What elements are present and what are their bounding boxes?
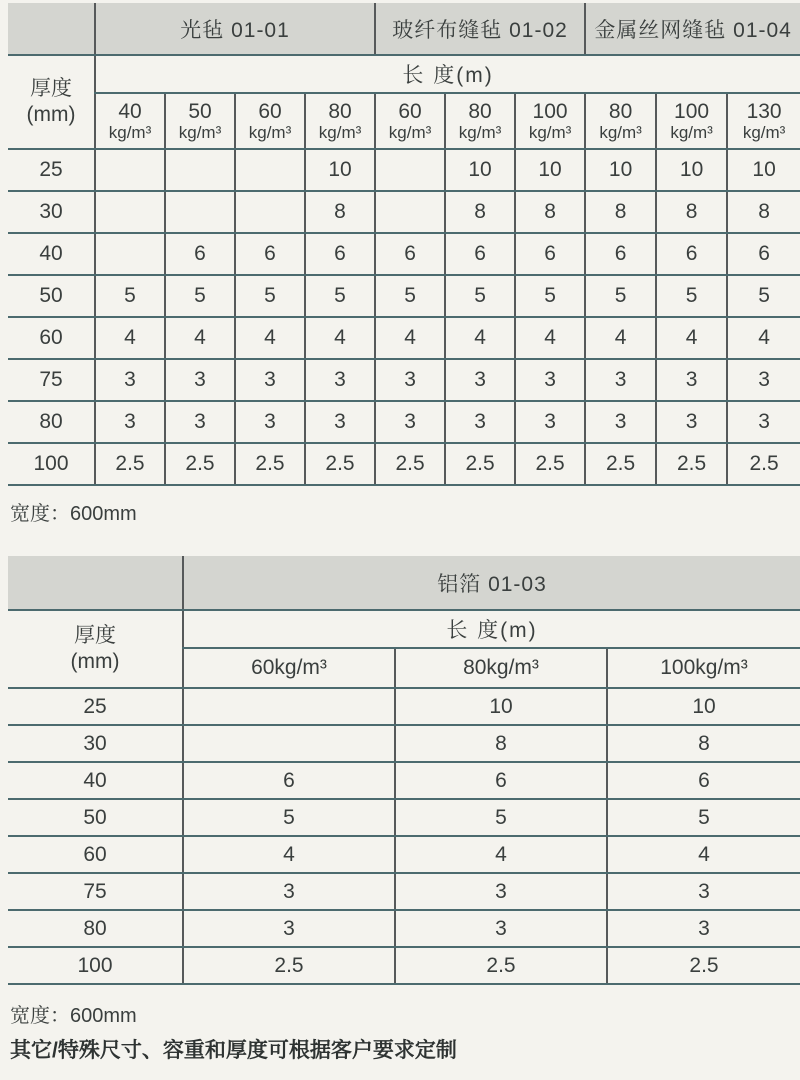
table-cell: 4 [375,317,445,359]
table-cell: 10 [607,688,800,725]
density-unit: kg/m³ [318,123,362,143]
table-cell: 3 [607,910,800,947]
table-cell: 5 [183,799,395,836]
table-cell: 2.5 [607,947,800,984]
density-header [585,93,656,149]
table-cell: 3 [95,359,165,401]
table-cell: 10 [395,688,607,725]
table-cell: 2.5 [165,443,235,485]
thickness-cell: 40 [8,233,95,275]
table-cell: 4 [95,317,165,359]
table-cell: 2.5 [585,443,656,485]
group-header-aluminum-foil: 铝箔 01-03 [183,556,800,610]
thickness-cell: 75 [8,359,95,401]
table-cell: 2.5 [656,443,727,485]
table-cell: 8 [515,191,585,233]
table-cell: 6 [727,233,800,275]
table-row [8,688,800,725]
density-value: 100 [674,99,710,123]
table-cell: 3 [656,359,727,401]
thickness-unit: (mm) [70,650,120,673]
table-cell [95,191,165,233]
table-cell: 6 [607,762,800,799]
table-cell: 3 [445,359,515,401]
thickness-cell: 25 [8,149,95,191]
group-header-glasscloth-felt: 玻纤布缝毡 01-02 [375,3,585,55]
table-cell: 3 [395,873,607,910]
table-cell: 8 [305,191,375,233]
table-cell [235,149,305,191]
table-cell: 8 [395,725,607,762]
table-cell: 6 [585,233,656,275]
thickness-label: 厚度 [30,76,72,100]
table-cell: 3 [305,401,375,443]
table-cell: 4 [727,317,800,359]
density-unit: kg/m³ [742,123,786,143]
table-cell: 3 [375,359,445,401]
table-cell: 3 [395,910,607,947]
table-cell: 3 [515,401,585,443]
thickness-cell: 75 [8,873,183,910]
table-cell: 3 [445,401,515,443]
density-header: 80kg/m³ [395,648,607,688]
table-cell: 4 [165,317,235,359]
table-cell: 4 [585,317,656,359]
table-cell: 8 [585,191,656,233]
table-cell: 2.5 [183,947,395,984]
table-cell: 4 [445,317,515,359]
density-value: 80 [328,99,352,123]
band-corner-cell [8,3,95,55]
table-row [8,610,800,648]
length-header: 长 度(m) [183,610,800,648]
table-cell: 3 [235,401,305,443]
thickness-cell: 60 [8,836,183,873]
table-cell: 6 [445,233,515,275]
table-row [8,556,800,610]
table-cell: 4 [395,836,607,873]
table-cell: 2.5 [305,443,375,485]
thickness-header [8,55,95,149]
thickness-cell: 50 [8,275,95,317]
table-row [8,317,800,359]
aluminum-foil-spec-table [8,556,800,985]
table-cell: 8 [607,725,800,762]
table-cell: 2.5 [515,443,585,485]
density-header [305,93,375,149]
density-unit: kg/m³ [248,123,292,143]
thickness-cell: 30 [8,191,95,233]
table-cell [95,233,165,275]
thickness-cell: 60 [8,317,95,359]
table-cell: 3 [585,401,656,443]
table-cell: 3 [727,359,800,401]
table-cell: 3 [165,359,235,401]
table-cell: 3 [375,401,445,443]
table-row [8,443,800,485]
table-row [8,762,800,799]
felt-spec-table [8,3,800,486]
table-cell: 10 [305,149,375,191]
table-cell: 4 [656,317,727,359]
table-cell: 8 [445,191,515,233]
table-row [8,947,800,984]
density-header [656,93,727,149]
table-cell: 6 [375,233,445,275]
table-cell: 5 [727,275,800,317]
table-cell: 6 [235,233,305,275]
thickness-cell: 40 [8,762,183,799]
table-cell: 5 [656,275,727,317]
table-cell: 8 [656,191,727,233]
table-cell: 4 [515,317,585,359]
table-row [8,873,800,910]
table-cell: 2.5 [235,443,305,485]
table-cell: 4 [305,317,375,359]
table-cell: 2.5 [395,947,607,984]
table-row [8,93,800,149]
density-unit: kg/m³ [388,123,432,143]
table2-width-note: 宽度：600mm [10,1005,137,1027]
table-cell [183,688,395,725]
band-corner-cell [8,556,183,610]
thickness-cell: 50 [8,799,183,836]
table-row [8,836,800,873]
thickness-label: 厚度 [74,623,116,647]
table-cell: 10 [445,149,515,191]
table-cell [95,149,165,191]
group-header-wiremesh-felt: 金属丝网缝毡 01-04 [585,3,800,55]
table-cell: 6 [305,233,375,275]
table-row [8,799,800,836]
table-row [8,149,800,191]
density-unit: kg/m³ [528,123,572,143]
thickness-header [8,610,183,688]
density-value: 60 [258,99,282,123]
table-cell: 3 [165,401,235,443]
table-cell: 4 [183,836,395,873]
density-unit: kg/m³ [108,123,152,143]
density-header [235,93,305,149]
density-value: 40 [118,99,142,123]
table-cell: 3 [235,359,305,401]
table-cell [375,191,445,233]
group-header-plain-felt: 光毡 01-01 [95,3,375,55]
density-header [727,93,800,149]
table-cell [235,191,305,233]
table-cell: 6 [395,762,607,799]
table-cell: 2.5 [727,443,800,485]
table-cell: 2.5 [445,443,515,485]
table-cell: 10 [656,149,727,191]
table-row [8,910,800,947]
density-header [95,93,165,149]
table-cell: 5 [305,275,375,317]
table-row [8,359,800,401]
table-cell: 10 [515,149,585,191]
table-row [8,401,800,443]
density-header [375,93,445,149]
custom-size-note: 其它/特殊尺寸、容重和厚度可根据客户要求定制 [10,1039,457,1062]
thickness-unit: (mm) [26,103,76,126]
table-row [8,275,800,317]
table-cell [165,149,235,191]
density-value: 100 [532,99,568,123]
length-header: 长 度(m) [95,55,800,93]
table-cell: 6 [183,762,395,799]
density-value: 60 [398,99,422,123]
table-cell: 3 [515,359,585,401]
thickness-cell: 80 [8,910,183,947]
table-cell [183,725,395,762]
density-value: 80 [608,99,633,123]
table-cell: 6 [165,233,235,275]
thickness-cell: 100 [8,947,183,984]
table-row [8,191,800,233]
table-cell: 3 [183,910,395,947]
table-cell: 6 [515,233,585,275]
table-row [8,55,800,93]
table-cell [375,149,445,191]
density-header [165,93,235,149]
table-cell: 3 [95,401,165,443]
density-header [445,93,515,149]
table-cell: 5 [395,799,607,836]
table-cell: 5 [235,275,305,317]
density-unit: kg/m³ [458,123,502,143]
table-row [8,3,800,55]
density-header [515,93,585,149]
density-value: 50 [188,99,212,123]
table-cell [165,191,235,233]
table-cell: 3 [656,401,727,443]
density-header: 100kg/m³ [607,648,800,688]
thickness-cell: 25 [8,688,183,725]
table-row [8,725,800,762]
table-cell: 10 [585,149,656,191]
table-cell: 4 [607,836,800,873]
table-cell: 3 [305,359,375,401]
table-cell: 5 [445,275,515,317]
table-cell: 5 [585,275,656,317]
density-header: 60kg/m³ [183,648,395,688]
table-cell: 2.5 [375,443,445,485]
thickness-cell: 30 [8,725,183,762]
table-cell: 2.5 [95,443,165,485]
table-cell: 5 [95,275,165,317]
table-cell: 3 [727,401,800,443]
density-value: 130 [746,99,782,123]
thickness-cell: 100 [8,443,95,485]
table-cell: 3 [183,873,395,910]
table1-width-note: 宽度：600mm [10,503,137,525]
table-cell: 5 [515,275,585,317]
density-unit: kg/m³ [670,123,713,143]
thickness-cell: 80 [8,401,95,443]
table-cell: 5 [607,799,800,836]
table-cell: 6 [656,233,727,275]
table-cell: 8 [727,191,800,233]
density-value: 80 [468,99,492,123]
table-cell: 10 [727,149,800,191]
table-cell: 5 [375,275,445,317]
table-row [8,233,800,275]
table-cell: 4 [235,317,305,359]
density-unit: kg/m³ [178,123,222,143]
density-unit: kg/m³ [599,123,642,143]
table-cell: 3 [607,873,800,910]
table-cell: 3 [585,359,656,401]
table-cell: 5 [165,275,235,317]
